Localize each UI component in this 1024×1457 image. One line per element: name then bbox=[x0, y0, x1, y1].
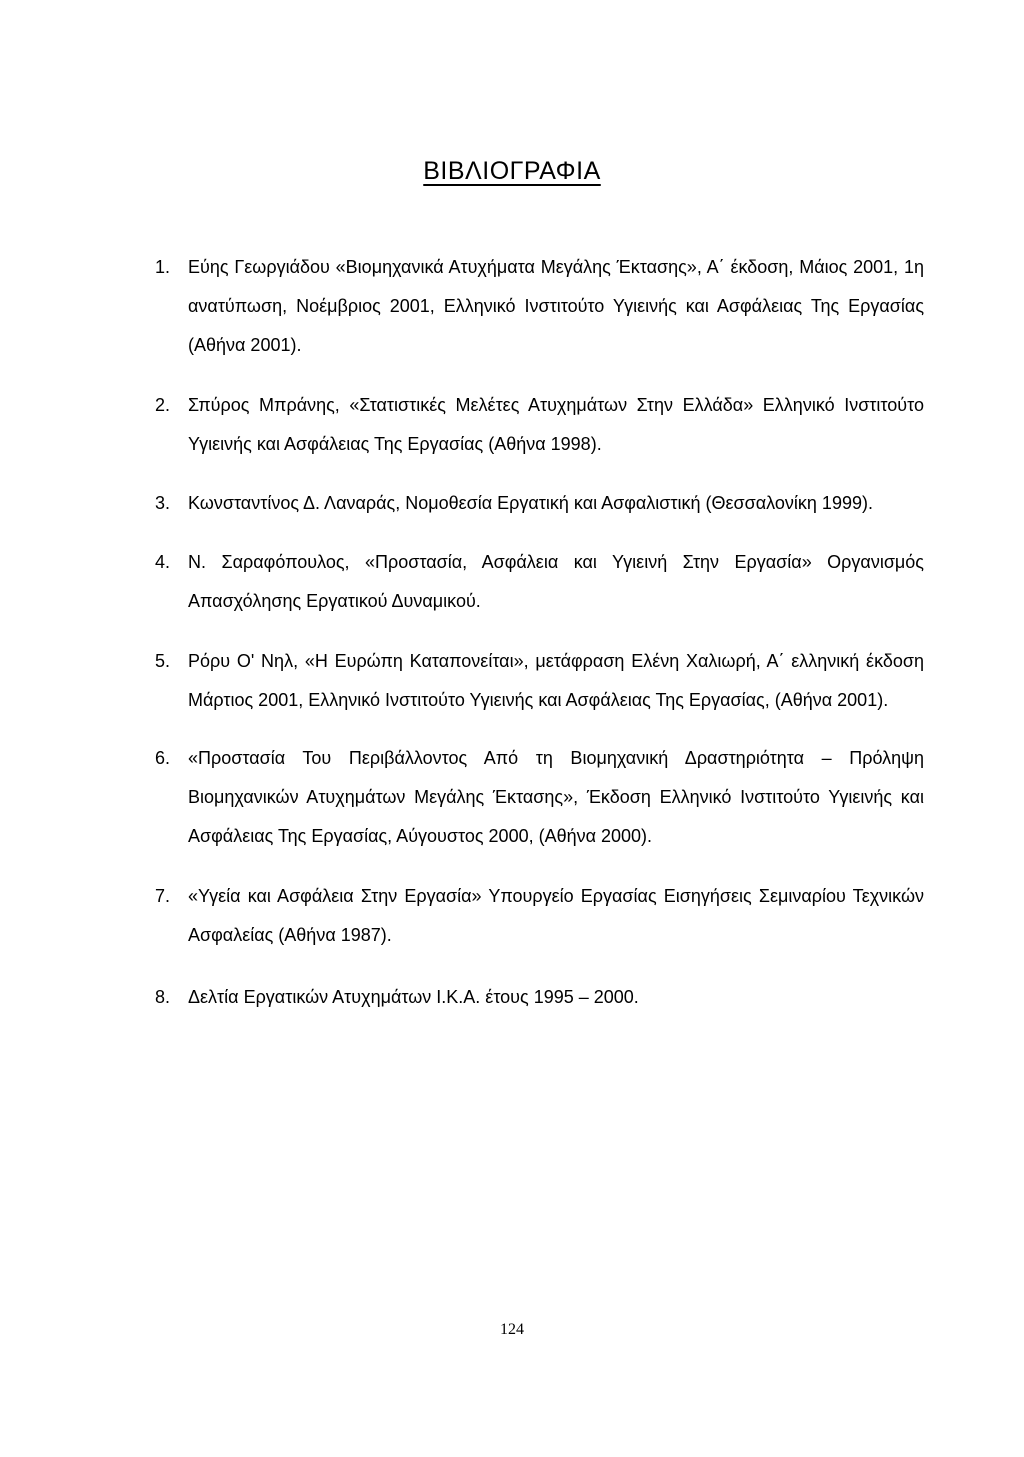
reference-number: 7. bbox=[155, 886, 171, 906]
reference-item-6 bbox=[155, 739, 924, 856]
reference-item-3 bbox=[155, 484, 924, 523]
reference-number: 4. bbox=[155, 552, 171, 572]
reference-item-2 bbox=[155, 386, 924, 464]
page-title bbox=[0, 155, 1024, 187]
reference-text: Ν. Σαραφόπουλος, «Προστασία, Ασφάλεια και Υγιεινή Στην Εργασία» Οργανισμός Απασχόλησης Εργατικού Δυναμικού. bbox=[188, 552, 924, 611]
reference-text: «Προστασία Του Περιβάλλοντος Από τη Βιομηχανική Δραστηριότητα – Πρόληψη Βιομηχανικών Ατυχημάτων Μεγάλης Έκτασης», Έκδοση Ελληνικό Ινστιτούτο Υγιεινής και Ασφάλειας Της Εργασίας, Αύγουστος 2000, (Αθήνα 2000). bbox=[188, 748, 924, 846]
page-number: 124 bbox=[500, 1321, 524, 1338]
reference-number: 2. bbox=[155, 395, 171, 415]
reference-text: Σπύρος Μπράνης, «Στατιστικές Μελέτες Ατυχημάτων Στην Ελλάδα» Ελληνικό Ινστιτούτο Υγιεινής και Ασφάλειας Της Εργασίας (Αθήνα 1998). bbox=[188, 395, 924, 454]
reference-text: Δελτία Εργατικών Ατυχημάτων Ι.Κ.Α. έτους 1995 – 2000. bbox=[188, 987, 639, 1007]
reference-text: Ρόρυ Ο' Νηλ, «Η Ευρώπη Καταπονείται», μετάφραση Ελένη Χαλιωρή, Α΄ ελληνική έκδοση Μάρτιος 2001, Ελληνικό Ινστιτούτο Υγιεινής και Ασφάλειας Της Εργασίας, (Αθήνα 2001). bbox=[188, 651, 924, 710]
reference-number: 5. bbox=[155, 651, 171, 671]
reference-text: «Υγεία και Ασφάλεια Στην Εργασία» Υπουργείο Εργασίας Εισηγήσεις Σεμιναρίου Τεχνικών Ασφαλείας (Αθήνα 1987). bbox=[188, 886, 924, 945]
reference-number: 1. bbox=[155, 257, 171, 277]
reference-item-5 bbox=[155, 642, 924, 720]
page-title-text: ΒΙΒΛΙΟΓΡΑΦΙΑ bbox=[423, 157, 601, 185]
reference-number: 3. bbox=[155, 493, 171, 513]
reference-item-4 bbox=[155, 543, 924, 621]
reference-item-8 bbox=[155, 978, 924, 1017]
reference-item-7 bbox=[155, 877, 924, 955]
reference-item-1 bbox=[155, 248, 924, 365]
reference-number: 6. bbox=[155, 748, 171, 768]
reference-list bbox=[0, 248, 1024, 1017]
reference-number: 8. bbox=[155, 987, 171, 1007]
reference-text: Εύης Γεωργιάδου «Βιομηχανικά Ατυχήματα Μεγάλης Έκτασης», Α΄ έκδοση, Μάιος 2001, 1η ανατύπωση, Νοέμβριος 2001, Ελληνικό Ινστιτούτο Υγιεινής και Ασφάλειας Της Εργασίας (Αθήνα 2001). bbox=[188, 257, 924, 355]
reference-text: Κωνσταντίνος Δ. Λαναράς, Νομοθεσία Εργατική και Ασφαλιστική (Θεσσαλονίκη 1999). bbox=[188, 493, 873, 513]
